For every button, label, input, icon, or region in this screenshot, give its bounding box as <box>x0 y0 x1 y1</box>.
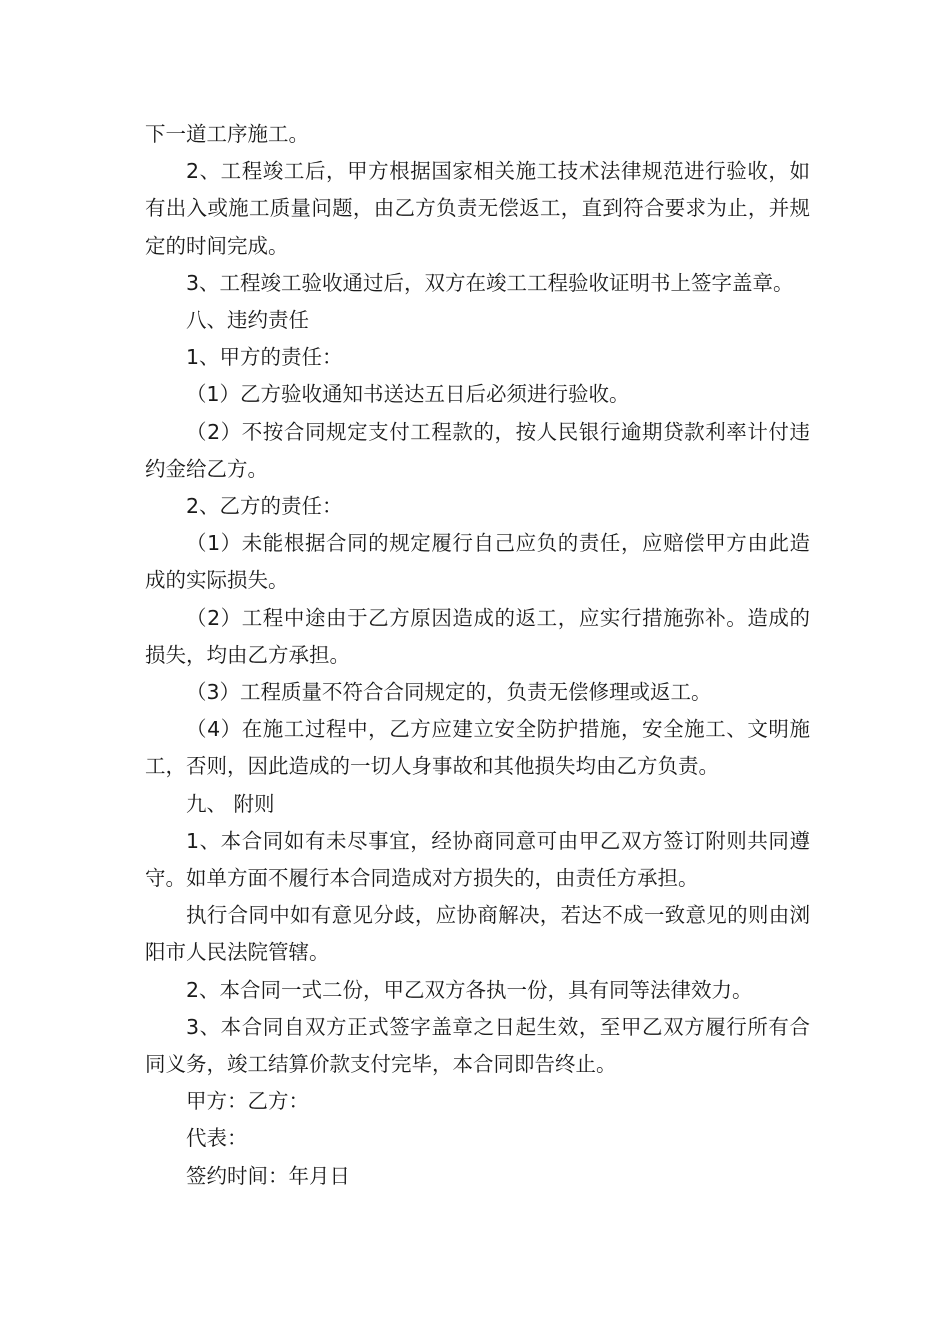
document-body <box>145 116 810 1195</box>
paragraph-continuation: 下一道工序施工。 <box>145 122 309 146</box>
paragraph-acceptance-signing: 3、工程竣工验收通过后，双方在竣工工程验收证明书上签字盖章。 <box>186 270 794 295</box>
paragraph-appendix-2: 2、本合同一式二份，甲乙双方各执一份，具有同等法律效力。 <box>186 977 753 1002</box>
paragraph-party-b-item-2: （2）工程中途由于乙方原因造成的返工，应实行措施弥补。造成的损失，均由乙方承担。 <box>145 605 810 667</box>
section-heading-breach: 八、违约责任 <box>186 308 309 333</box>
paragraph-appendix-1: 1、本合同如有未尽事宜，经协商同意可由甲乙双方签订附则共同遵守。如单方面不履行本合同造成对方损失的，由责任方承担。 <box>145 828 810 891</box>
section-heading-appendix: 九、 附则 <box>186 791 275 816</box>
paragraph-completion-inspection: 2、工程竣工后，甲方根据国家相关施工技术法律规范进行验收，如有出入或施工质量问题，由乙方负责无偿返工，直到符合要求为止，并规定的时间完成。 <box>145 159 810 258</box>
paragraph-party-b-item-3: （3）工程质量不符合合同规定的，负责无偿修理或返工。 <box>186 680 712 705</box>
paragraph-party-a-item-1: （1）乙方验收通知书送达五日后必须进行验收。 <box>186 382 630 407</box>
paragraph-dispute-resolution: 执行合同中如有意见分歧，应协商解决，若达不成一致意见的则由浏阳市人民法院管辖。 <box>145 903 810 965</box>
signature-parties: 甲方：乙方： <box>186 1089 309 1114</box>
subheading-party-a-duty: 1、甲方的责任： <box>186 345 343 370</box>
signature-date: 签约时间：年月日 <box>186 1163 350 1188</box>
signature-representative: 代表： <box>186 1126 248 1151</box>
subheading-party-b-duty: 2、乙方的责任： <box>186 494 343 519</box>
paragraph-party-a-item-2: （2）不按合同规定支付工程款的，按人民银行逾期贷款利率计付违约金给乙方。 <box>145 419 810 481</box>
paragraph-party-b-item-4: （4）在施工过程中，乙方应建立安全防护措施，安全施工、文明施工，否则，因此造成的一切人身事故和其他损失均由乙方负责。 <box>145 717 810 779</box>
paragraph-appendix-3: 3、本合同自双方正式签字盖章之日起生效，至甲乙双方履行所有合同义务，竣工结算价款支付完毕，本合同即告终止。 <box>145 1014 810 1077</box>
paragraph-party-b-item-1: （1）未能根据合同的规定履行自己应负的责任，应赔偿甲方由此造成的实际损失。 <box>145 531 810 593</box>
